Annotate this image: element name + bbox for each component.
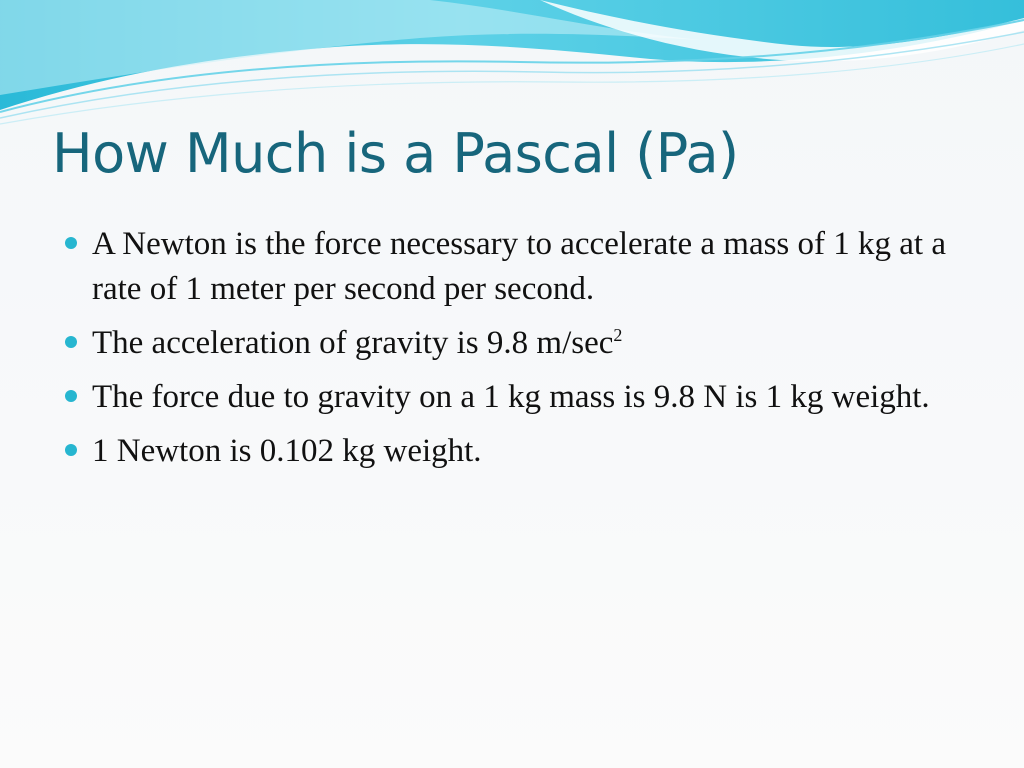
bullet-marker-icon: [65, 390, 77, 402]
bullet-item: [62, 222, 962, 312]
bullet-text: 1 Newton is 0.102 kg weight.: [92, 433, 482, 469]
bullet-text: A Newton is the force necessary to accelerate a mass of 1 kg at a rate of 1 meter per second per second.: [92, 226, 946, 307]
bullet-list: [62, 222, 962, 483]
bullet-marker-icon: [65, 237, 77, 249]
bullet-item: [62, 321, 962, 366]
bullet-marker-icon: [65, 444, 77, 456]
bullet-marker-icon: [65, 336, 77, 348]
bullet-superscript: 2: [613, 325, 623, 345]
bullet-text: The acceleration of gravity is 9.8 m/sec: [92, 325, 614, 361]
bullet-item: [62, 375, 962, 420]
decorative-wave-header: [0, 0, 1024, 130]
bullet-text: The force due to gravity on a 1 kg mass is 9.8 N is 1 kg weight.: [92, 379, 930, 415]
bullet-item: [62, 429, 962, 474]
slide-title: How Much is a Pascal (Pa): [52, 122, 739, 185]
